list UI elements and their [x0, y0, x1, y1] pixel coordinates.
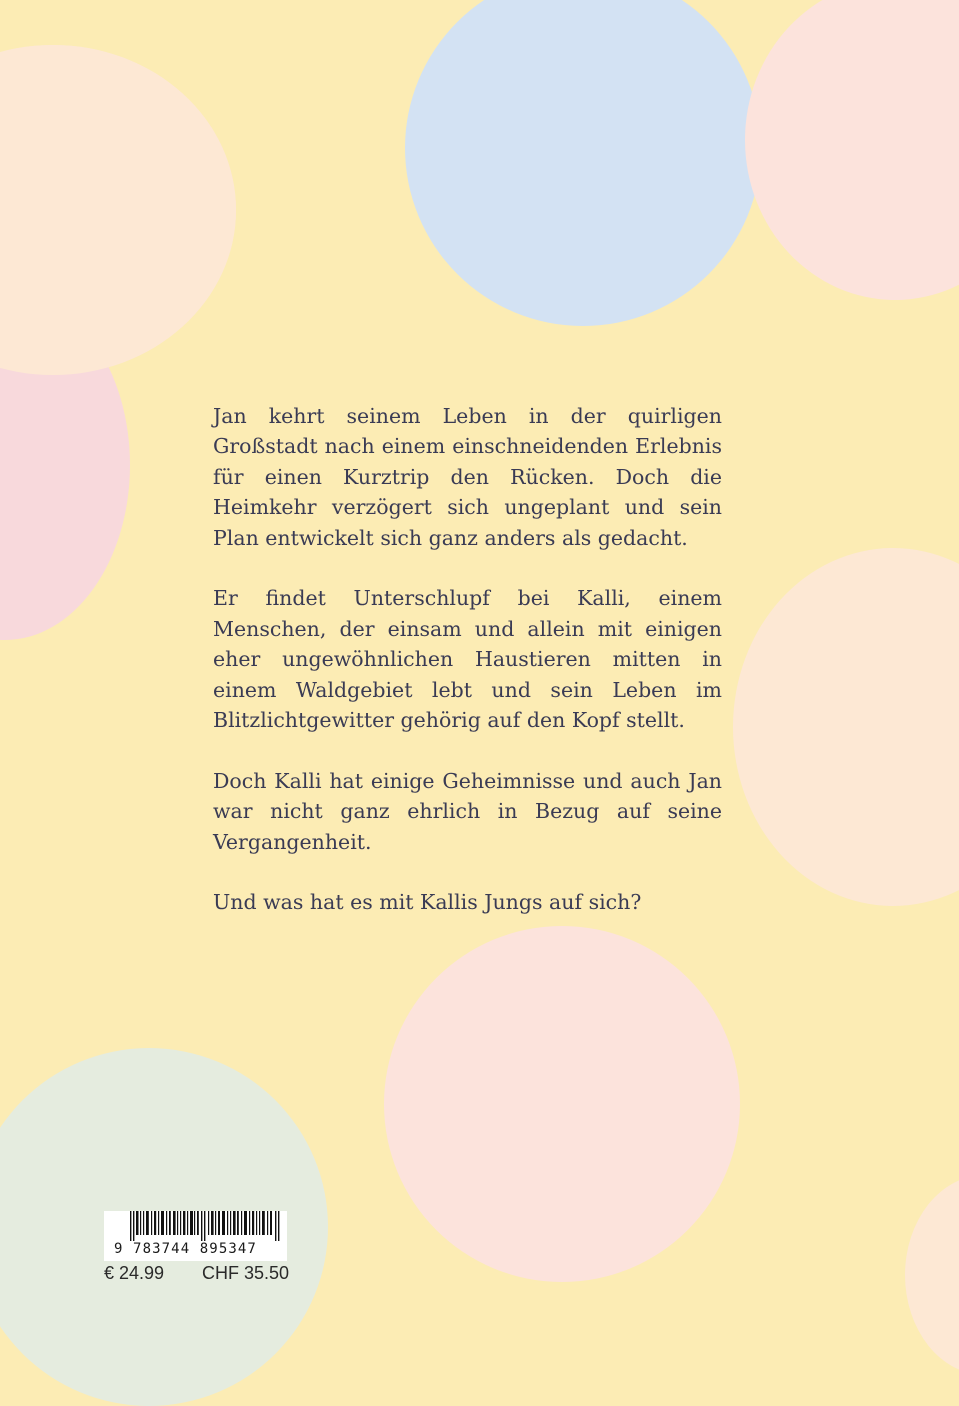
barcode-icon — [130, 1211, 280, 1241]
back-cover-blurb — [213, 401, 722, 948]
price-chf: CHF 35.50 — [201, 1263, 289, 1283]
price-eur: € 24.99 — [104, 1263, 165, 1283]
blurb-paragraph: Und was hat es mit Kallis Jungs auf sich? — [213, 890, 642, 915]
isbn-number: 9 783744 895347 — [114, 1241, 257, 1257]
decorative-circle-blue — [405, 0, 761, 326]
decorative-circle-pink — [384, 926, 740, 1282]
price-line — [104, 1263, 289, 1284]
decorative-circle-pink — [745, 0, 959, 300]
blurb-paragraph: Jan kehrt seinem Leben in der quirligen Großstadt nach einem einschneidenden Erlebnis für einen Kurztrip den Rücken. Doch die Heimkehr verzögert sich ungeplant und sein Plan entwickelt sich ganz anders als gedacht. — [213, 404, 722, 550]
isbn-barcode — [104, 1211, 287, 1261]
decorative-circle-peach — [733, 548, 959, 906]
blurb-paragraph: Er findet Unterschlupf bei Kalli, einem Menschen, der einsam und allein mit einigen eher ungewöhnlichen Haustieren mitten in einem Waldgebiet lebt und sein Leben im Blitzlichtgewitter gehörig auf den Kopf stellt. — [213, 586, 722, 733]
blurb-paragraph: Doch Kalli hat einige Geheimnisse und auch Jan war nicht ganz ehrlich in Bezug auf seine Vergangenheit. — [213, 768, 722, 854]
decorative-circle-peach-overlay — [0, 45, 236, 375]
decorative-circle-peach — [905, 1175, 959, 1375]
